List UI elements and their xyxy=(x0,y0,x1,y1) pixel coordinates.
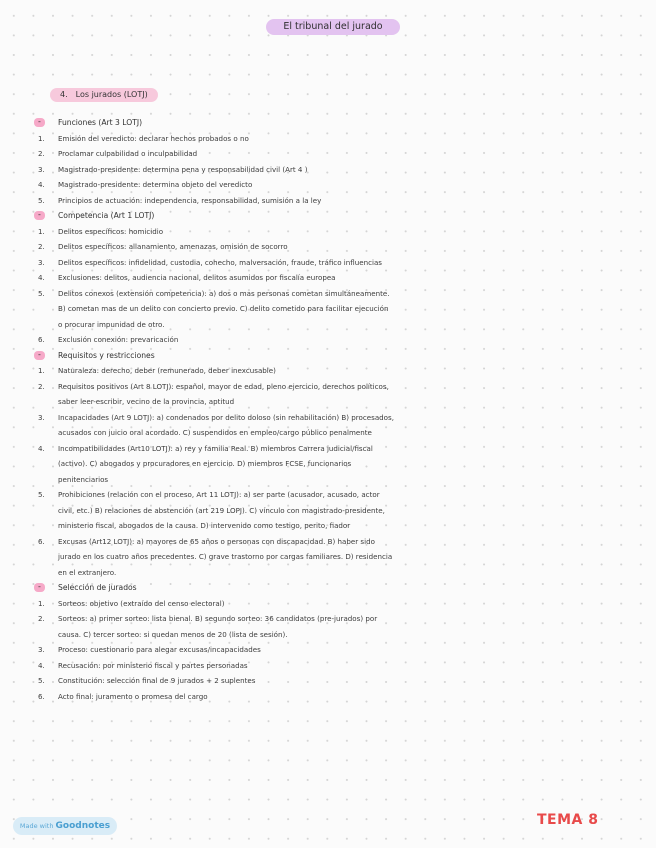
item-text: Constitución: selección final de 9 jurados + 2 suplentes xyxy=(58,676,256,685)
list-item xyxy=(34,596,394,612)
item-number: 1. xyxy=(38,226,45,236)
bullet-marker: - xyxy=(34,118,45,127)
list-item xyxy=(34,162,394,178)
subsection-label: Requisitos y restricciones xyxy=(58,350,155,360)
item-text: Principios de actuación: independencia, responsabilidad, sumisión a la ley xyxy=(58,195,322,205)
list-item xyxy=(34,255,394,271)
list-item xyxy=(34,642,394,658)
item-text: Delitos específicos: homicidio xyxy=(58,226,164,236)
bullet-marker: - xyxy=(34,211,45,220)
item-text: Proceso: cuestionario para alegar excusas/incapacidades xyxy=(58,645,261,654)
list-item xyxy=(34,224,394,240)
subsection-label: Selección de jurados xyxy=(58,583,137,592)
item-number: 4. xyxy=(38,180,45,189)
item-text: Magistrado-presidente: determina objeto del veredicto xyxy=(58,180,253,189)
item-number: 2. xyxy=(38,242,45,251)
notes-content xyxy=(34,115,394,704)
section-number: 4. xyxy=(60,90,68,99)
subsection-heading xyxy=(34,580,394,596)
item-number: 3. xyxy=(38,412,45,422)
item-number: 5. xyxy=(38,676,45,685)
item-number: 3. xyxy=(38,164,45,174)
item-text: Delitos conexos (extensión competencia): a) dos o mas personas cometan simultáneamente. B) cometan mas de un delito con concierto previo. C) delito cometido para facilitar ejecución o procurar impunidad de otro. xyxy=(58,288,390,329)
item-number: 4. xyxy=(38,660,45,670)
item-number: 5. xyxy=(38,288,45,298)
list-item xyxy=(34,131,394,147)
item-text: Magistrado-presidente: determina pena y responsabilidad civil (Art 4 ) xyxy=(58,164,308,174)
list-item xyxy=(34,487,394,534)
list-item xyxy=(34,611,394,642)
item-number: 3. xyxy=(38,645,45,654)
bullet-marker: - xyxy=(34,583,45,592)
goodnotes-badge[interactable] xyxy=(13,817,117,835)
item-text: Proclamar culpabilidad o inculpabilidad xyxy=(58,149,198,158)
subsection-label: Competencia (Art 1 LOTJ) xyxy=(58,211,155,220)
subsection-heading xyxy=(34,115,394,131)
item-number: 6. xyxy=(38,691,45,701)
badge-prefix: Made with xyxy=(19,822,54,830)
item-number: 6. xyxy=(38,536,45,546)
list-item xyxy=(34,534,394,581)
list-item xyxy=(34,379,394,410)
badge-brand: Goodnotes xyxy=(55,821,111,831)
item-number: 5. xyxy=(38,490,45,499)
item-number: 3. xyxy=(38,257,45,267)
list-item xyxy=(34,239,394,255)
item-text: Exclusiones: delitos, audiencia nacional, delitos asumidos por fiscalía europea xyxy=(58,273,336,282)
item-text: Requisitos positivos (Art 8 LOTJ): español, mayor de edad, pleno ejercicio, derechos políticos, saber leer-escribir, vecino de la provincia, aptitud xyxy=(58,381,389,406)
item-text: Incompatibilidades (Art10 LOTJ): a) rey y familia Real. B) miembros Carrera judicial/fiscal (activo). C) abogados y procuradores en ejercicio. D) miembros FCSE, funcionarios penitenciarios xyxy=(58,443,373,484)
list-item xyxy=(34,441,394,488)
list-item xyxy=(34,410,394,441)
item-text: Incapacidades (Art 9 LOTJ): a) condenados por delito doloso (sin rehabilitación) B) procesados, acusados con juicio oral acordado. C) suspendidos en empleo/cargo público penalmente xyxy=(58,412,394,437)
list-item xyxy=(34,689,394,705)
tema-label: TEMA 8 xyxy=(537,812,599,828)
item-text: Recusación: por ministerio fiscal y partes personadas xyxy=(58,660,248,670)
list-item xyxy=(34,193,394,209)
subsection-heading xyxy=(34,208,394,224)
item-number: 2. xyxy=(38,149,45,158)
subsection-heading xyxy=(34,348,394,364)
item-number: 5. xyxy=(38,195,45,205)
item-number: 2. xyxy=(38,614,45,623)
item-text: Sorteos: a) primer sorteo: lista bienal. B) segundo sorteo: 36 candidatos (pre-jurados) por causa. C) tercer sorteo: si quedan menos de 20 (lista de sesión). xyxy=(58,614,378,639)
item-text: Prohibiciones (relación con el proceso, Art 11 LOTJ): a) ser parte (acusador, acusado, actor civil, etc.) B) relaciones de abstención (art 219 LOPJ). C) vínculo con magistrado-presidente, ministerio fiscal, abogados de la causa. D) intervenido como testigo, perito, fiador xyxy=(58,490,385,530)
item-text: Acto final: juramento o promesa del cargo xyxy=(58,691,208,701)
section-label: Los jurados (LOTJ) xyxy=(75,90,148,99)
item-number: 2. xyxy=(38,381,45,391)
list-item xyxy=(34,363,394,379)
section-heading xyxy=(50,88,158,102)
list-item xyxy=(34,332,394,348)
list-item xyxy=(34,286,394,333)
list-item xyxy=(34,177,394,193)
item-text: Delitos específicos: allanamiento, amenazas, omisión de socorro xyxy=(58,242,288,251)
item-text: Delitos específicos: infidelidad, custodia, cohecho, malversación, fraude, tráfico influencias xyxy=(58,257,382,267)
item-number: 1. xyxy=(38,598,45,608)
item-text: Excusas (Art12 LOTJ): a) mayores de 65 años o personas con discapacidad. B) haber sido jurado en los cuatro años precedentes. C) grave trastorno por cargas familiares. D) residencia en el extranjero. xyxy=(58,536,393,577)
list-item xyxy=(34,146,394,162)
item-text: Emisión del veredicto: declarar hechos probados o no xyxy=(58,133,249,143)
item-number: 4. xyxy=(38,443,45,453)
subsection-label: Funciones (Art 3 LOTJ) xyxy=(58,118,143,127)
list-item xyxy=(34,658,394,674)
item-number: 1. xyxy=(38,366,45,375)
page-title: El tribunal del jurado xyxy=(266,19,400,35)
item-text: Naturaleza: derecho, deber (remunerado, deber inexcusable) xyxy=(58,366,276,375)
list-item xyxy=(34,673,394,689)
item-number: 1. xyxy=(38,133,45,143)
item-number: 6. xyxy=(38,335,45,344)
item-number: 4. xyxy=(38,273,45,282)
list-item xyxy=(34,270,394,286)
item-text: Sorteos: objetivo (extraído del censo electoral) xyxy=(58,598,225,608)
bullet-marker: - xyxy=(34,351,45,360)
item-text: Exclusión conexión: prevaricación xyxy=(58,335,179,344)
